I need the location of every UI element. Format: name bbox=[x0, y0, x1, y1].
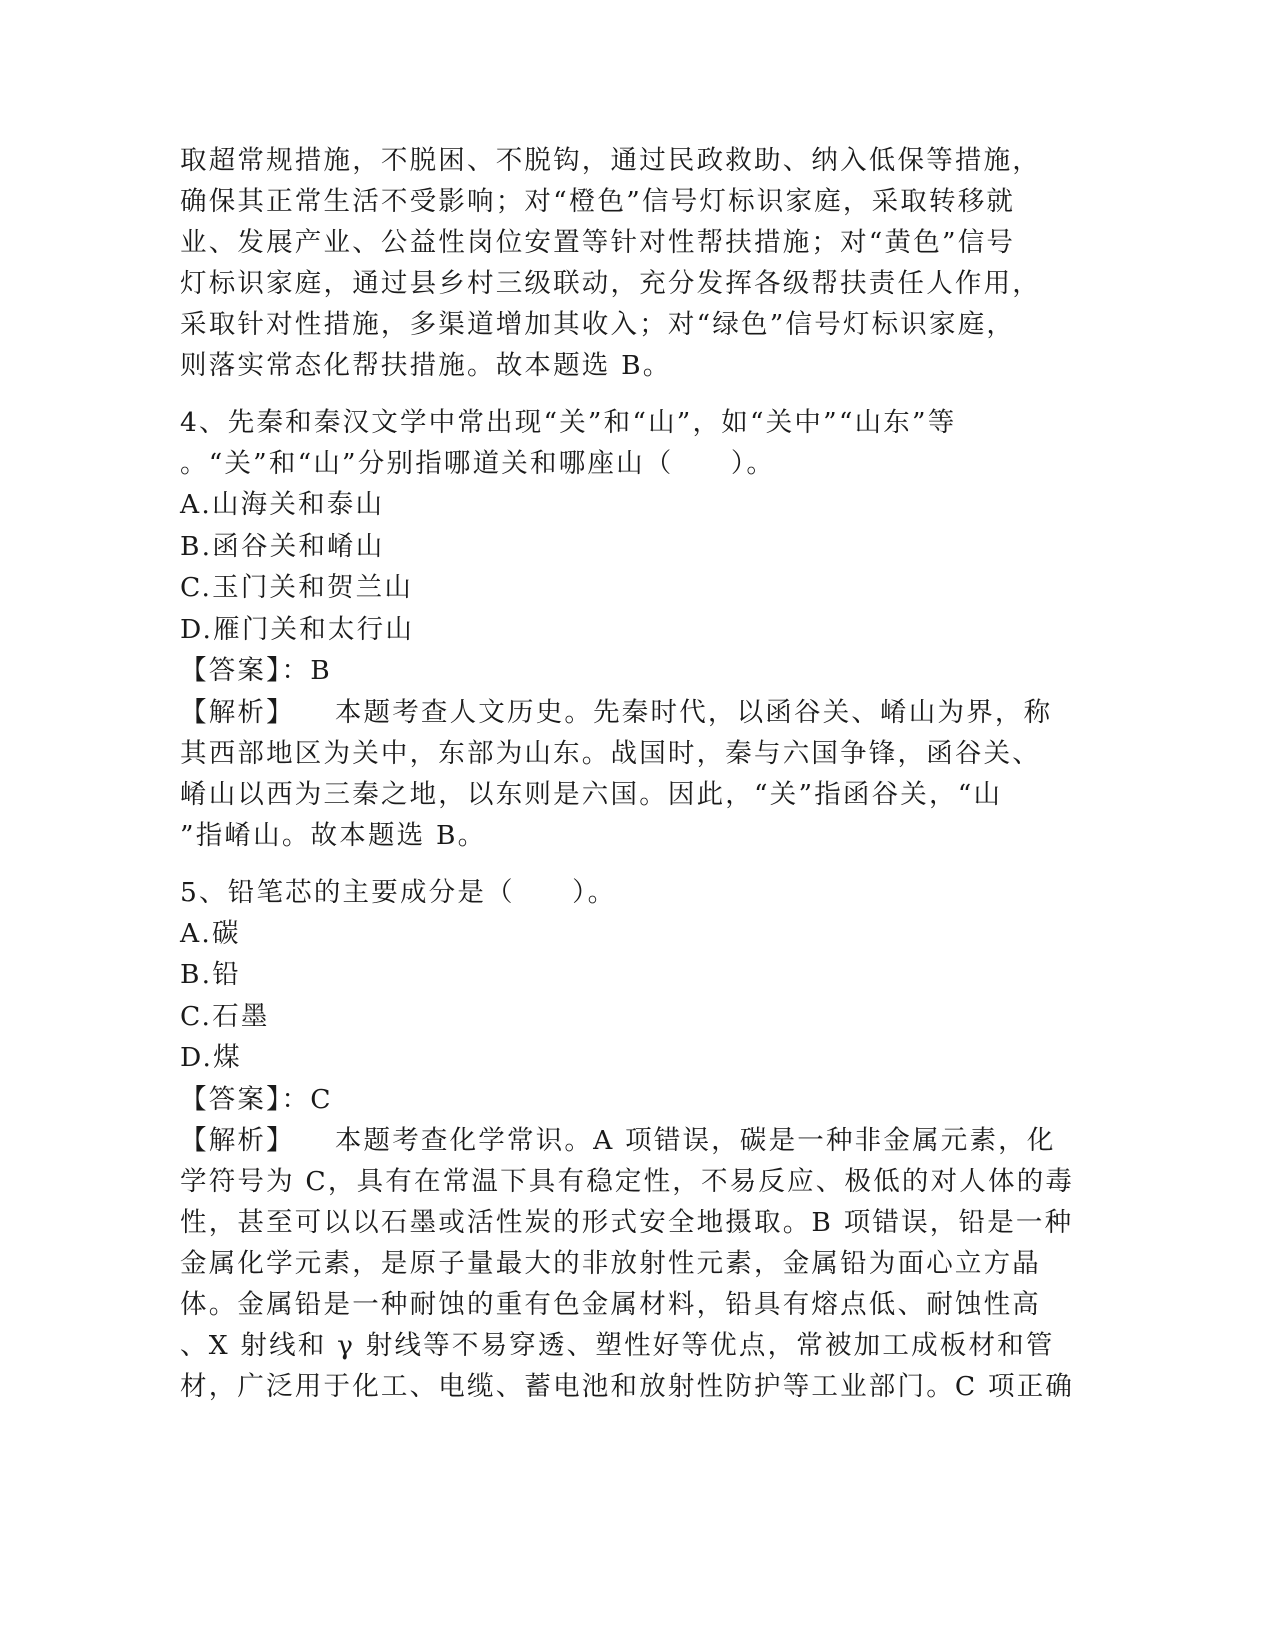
answer-line bbox=[180, 650, 1060, 692]
option-b: B.函谷关和崤山 bbox=[180, 530, 385, 562]
explanation-line: 性，甚至可以以石墨或活性炭的形式安全地摄取。B 项错误，铅是一种 bbox=[180, 1207, 1074, 1238]
spacer bbox=[180, 386, 1060, 402]
option-d: D.雁门关和太行山 bbox=[180, 613, 415, 645]
explanation-text: 本题考查化学常识。A 项错误，碳是一种非金属元素，化 bbox=[334, 1125, 1056, 1156]
option-c: C.玉门关和贺兰山 bbox=[180, 572, 414, 603]
explanation-line: 、X 射线和 γ 射线等不易穿透、塑性好等优点，常被加工成板材和管 bbox=[180, 1330, 1055, 1361]
answer-value: B bbox=[310, 655, 332, 686]
text-line: 取超常规措施，不脱困、不脱钩，通过民政救助、纳入低保等措施， bbox=[180, 145, 1041, 176]
answer-label: 【答案】： bbox=[180, 1083, 311, 1115]
explanation-text: 本题考查人文历史。先秦时代，以函谷关、崤山为界，称 bbox=[334, 696, 1053, 728]
explanation-line: 体。金属铅是一种耐蚀的重有色金属材料，铅具有熔点低、耐蚀性高 bbox=[180, 1289, 1041, 1320]
question-line: 4、先秦和秦汉文学中常出现“关”和“山”，如“关中”“山东”等 bbox=[180, 407, 957, 438]
option-c: C.石墨 bbox=[180, 1000, 270, 1032]
option-a: A.山海关和泰山 bbox=[180, 489, 385, 520]
explanation-label: 【解析】 bbox=[180, 1125, 295, 1156]
text-line: 采取针对性措施，多渠道增加其收入；对“绿色”信号灯标识家庭， bbox=[180, 309, 1016, 340]
text-line: 业、发展产业、公益性岗位安置等针对性帮扶措施；对“黄色”信号 bbox=[180, 227, 1016, 258]
option-a: A.碳 bbox=[180, 917, 241, 949]
document-content bbox=[180, 140, 1075, 1407]
explanation-label: 【解析】 bbox=[180, 696, 295, 728]
option-d: D.煤 bbox=[180, 1042, 242, 1073]
explanation-line: 崤山以西为三秦之地，以东则是六国。因此，“关”指函谷关，“山 bbox=[180, 778, 1003, 810]
explanation-line: ”指崤山。故本题选 B。 bbox=[180, 819, 487, 851]
explanation-line: 材，广泛用于化工、电缆、蓄电池和放射性防护等工业部门。C 项正确 bbox=[180, 1371, 1075, 1402]
question-5 bbox=[180, 872, 1075, 1408]
question-4-stem bbox=[180, 402, 1060, 484]
question-5-explanation bbox=[180, 1120, 1075, 1407]
question-4 bbox=[180, 402, 1060, 856]
explanation-line bbox=[180, 1120, 1060, 1161]
question-line: 。“关”和“山”分别指哪道关和哪座山（ ）。 bbox=[180, 448, 776, 479]
explanation-line: 金属化学元素，是原子量最大的非放射性元素，金属铅为面心立方晶 bbox=[180, 1248, 1041, 1279]
option-b: B.铅 bbox=[180, 959, 241, 990]
text-line: 确保其正常生活不受影响；对“橙色”信号灯标识家庭，采取转移就 bbox=[180, 186, 1016, 217]
spacer bbox=[180, 856, 1060, 872]
prev-explanation bbox=[180, 140, 1060, 386]
answer-label: 【答案】： bbox=[180, 655, 311, 686]
text-line: 灯标识家庭，通过县乡村三级联动，充分发挥各级帮扶责任人作用， bbox=[180, 268, 1041, 299]
explanation-line: 其西部地区为关中，东部为山东。战国时，秦与六国争锋，函谷关、 bbox=[180, 737, 1041, 769]
question-5-stem bbox=[180, 872, 1060, 913]
answer-line bbox=[180, 1079, 1060, 1121]
question-4-explanation bbox=[180, 692, 1060, 856]
explanation-line: 学符号为 C，具有在常温下具有稳定性，不易反应、极低的对人体的毒 bbox=[180, 1166, 1075, 1197]
answer-value: C bbox=[310, 1083, 333, 1115]
explanation-line bbox=[180, 692, 1060, 733]
text-line: 则落实常态化帮扶措施。故本题选 B。 bbox=[180, 350, 672, 381]
question-line: 5、铅笔芯的主要成分是（ ）。 bbox=[180, 876, 617, 908]
